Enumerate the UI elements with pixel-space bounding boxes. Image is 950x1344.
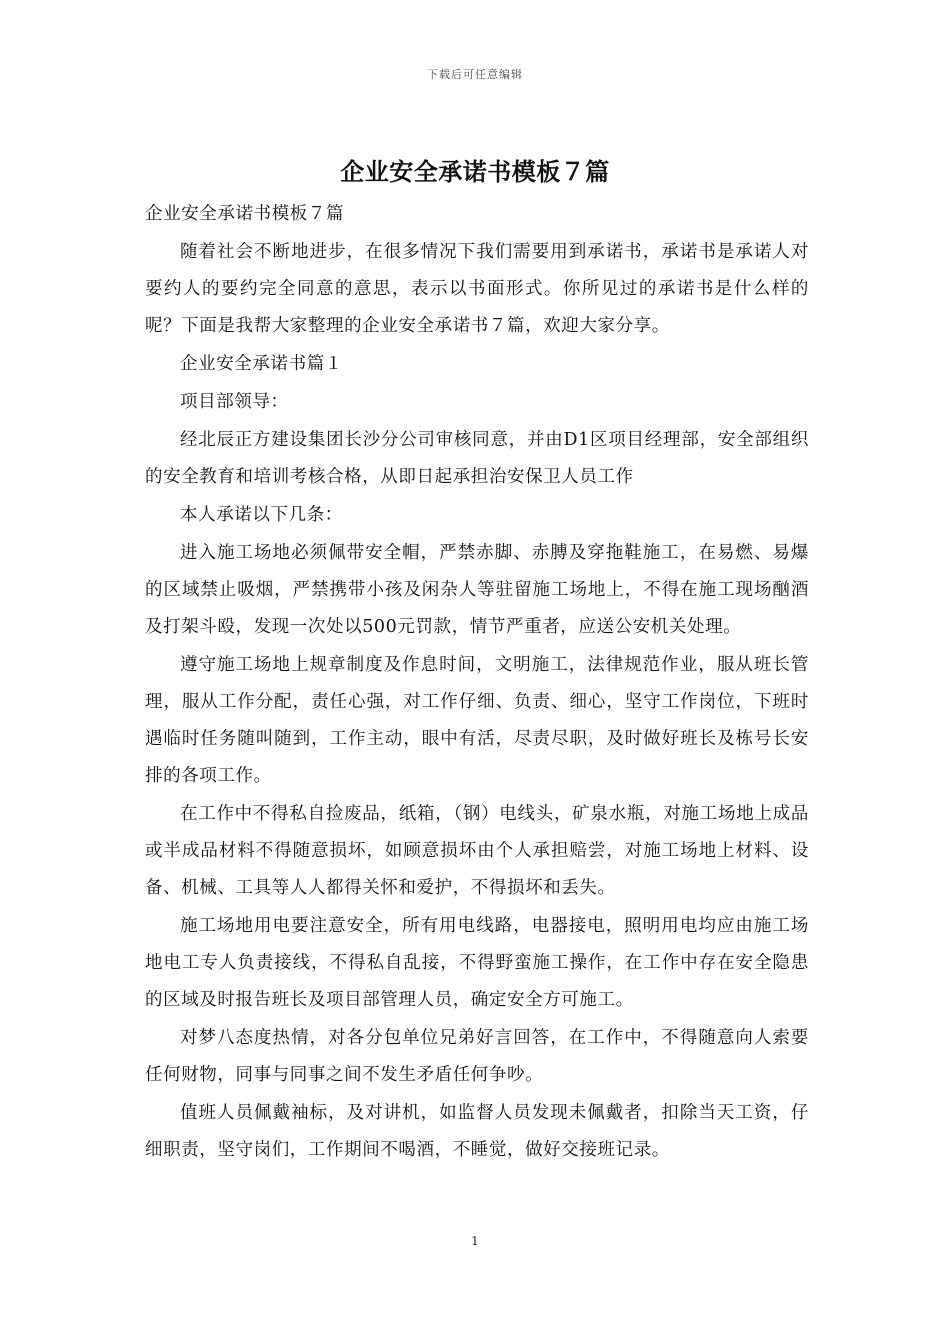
body-paragraph: 对梦八态度热情，对各分包单位兄弟好言回答，在工作中，不得随意向人索要任何财物，同事与同事之间不发生矛盾任何争吵。 — [145, 1028, 809, 1085]
body-paragraph: 遵守施工场地上规章制度及作息时间，文明施工，法律规范作业，服从班长管理，服从工作分配，责任心强，对工作仔细、负责、细心，坚守工作岗位，下班时遇临时任务随叫随到，工作主动，眼中有活，尽责尽职，及时做好班长及栋号长安排的各项工作。 — [145, 655, 809, 786]
body-paragraph: 施工场地用电要注意安全，所有用电线路，电器接电，照明用电均应由施工场地电工专人负责接线，不得私自乱接，不得野蛮施工操作，在工作中存在安全隐患的区域及时报告班长及项目部管理人员，确定安全方可施工。 — [145, 916, 809, 1010]
body-paragraph: 本人承诺以下几条： — [180, 505, 343, 525]
body-paragraph: 进入施工场地必须佩带安全帽，严禁赤脚、赤膊及穿拖鞋施工，在易燃、易爆的区域禁止吸烟，严禁携带小孩及闲杂人等驻留施工场地上，不得在施工现场酗酒及打架斗殴，发现一次处以500元罚款，情节严重者，应送公安机关处理。 — [145, 543, 809, 637]
intro-paragraph: 随着社会不断地进步，在很多情况下我们需要用到承诺书，承诺书是承诺人对要约人的要约完全同意的意思，表示以书面形式。你所见过的承诺书是什么样的呢？下面是我帮大家整理的企业安全承诺书７篇，欢迎大家分享。 — [145, 242, 809, 336]
section-heading: 企业安全承诺书篇１ — [180, 354, 343, 374]
document-title: 企业安全承诺书模板７篇 — [340, 157, 610, 186]
salutation: 项目部领导： — [180, 392, 289, 412]
body-paragraph: 在工作中不得私自捡废品，纸箱，（钢）电线头，矿泉水瓶，对施工场地上成品或半成品材料不得随意损坏，如顾意损坏由个人承担赔尝，对施工场地上材料、设备、机械、工具等人人都得关怀和爱护，不得损坏和丢失。 — [145, 804, 809, 898]
body-paragraph: 经北辰正方建设集团长沙分公司审核同意，并由D1区项目经理部，安全部组织的安全教育和培训考核合格，从即日起承担治安保卫人员工作 — [145, 430, 809, 487]
page-number: 1 — [471, 1234, 479, 1248]
document-body — [145, 196, 809, 1170]
subtitle-paragraph: 企业安全承诺书模板７篇 — [145, 204, 345, 224]
page-header-note: 下载后可任意编辑 — [427, 68, 523, 81]
body-paragraph: 值班人员佩戴袖标，及对讲机，如监督人员发现未佩戴者，扣除当天工资，仔细职责，坚守岗们，工作期间不喝酒，不睡觉，做好交接班记录。 — [145, 1103, 809, 1160]
